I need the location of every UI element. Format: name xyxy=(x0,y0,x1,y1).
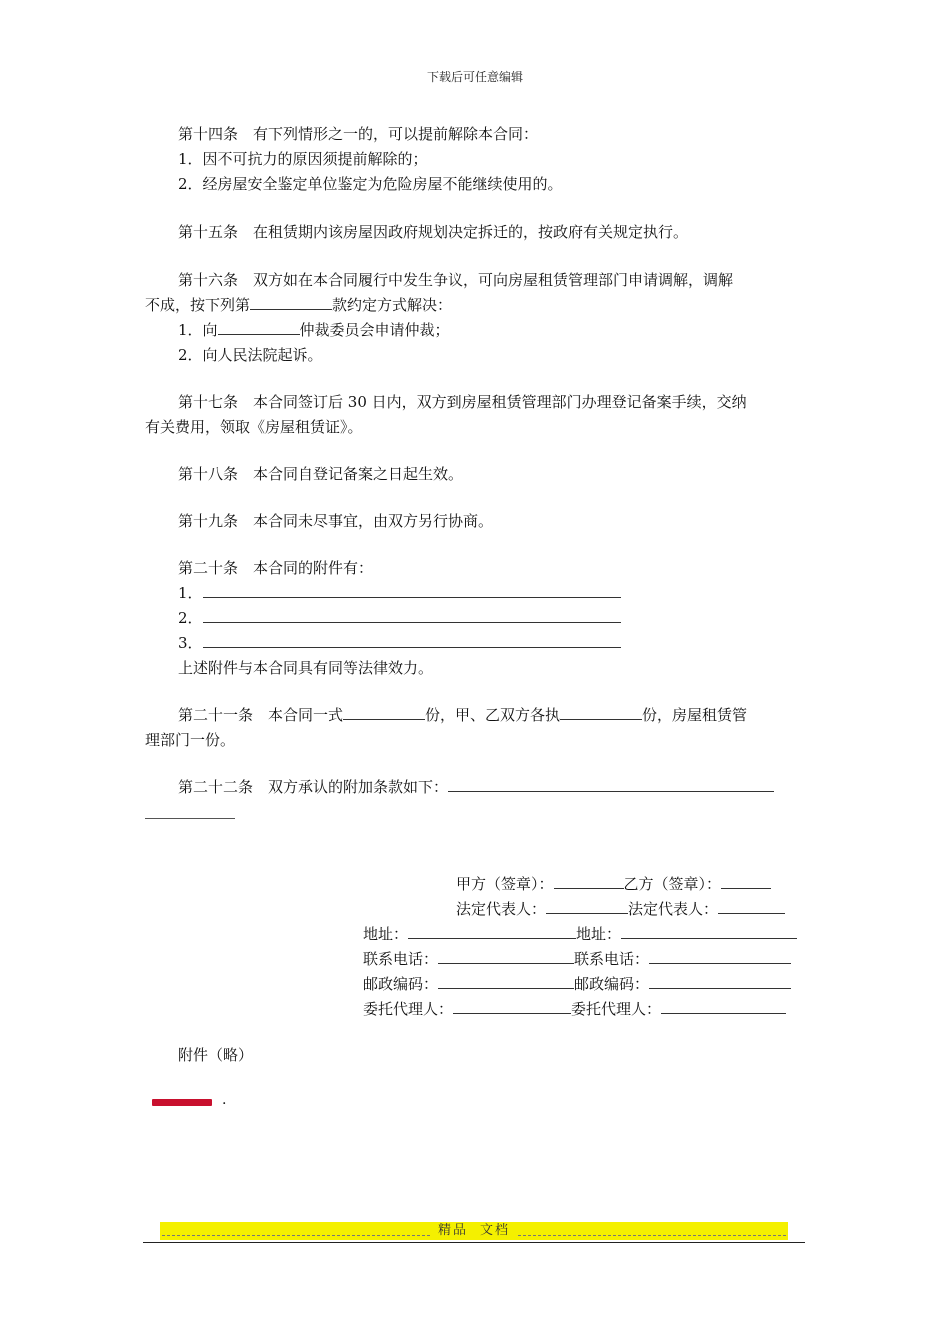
party-a-postal-field[interactable] xyxy=(438,974,574,989)
signature-row-legal-rep xyxy=(456,897,785,922)
blank-clause-number[interactable] xyxy=(250,294,332,310)
party-a-phone-label: 联系电话： xyxy=(363,950,439,968)
footer-dash-left xyxy=(162,1227,430,1236)
article-20-heading: 第二十条 本合同的附件有： xyxy=(178,559,374,577)
party-a-legal-rep-field[interactable] xyxy=(546,899,628,914)
footer-rule xyxy=(143,1242,805,1243)
article-19: 第十九条 本合同未尽事宜，由双方另行协商。 xyxy=(178,512,494,530)
page-header: 下载后可任意编辑 xyxy=(426,70,523,84)
party-a-legal-rep-label: 法定代表人： xyxy=(456,900,547,918)
party-b-postal-field[interactable] xyxy=(649,974,791,989)
article-21-part-a: 第二十一条 本合同一式 xyxy=(178,706,344,724)
article-22-text: 第二十二条 双方承认的附加条款如下： xyxy=(178,778,449,796)
party-b-address-label: 地址： xyxy=(576,925,622,943)
blank-arbitration-committee[interactable] xyxy=(218,319,300,335)
article-16-item-1-start: 1．向 xyxy=(178,321,218,339)
attachment-number-1: 1． xyxy=(178,584,203,602)
article-16-line-2-end: 款约定方式解决： xyxy=(332,296,453,314)
party-a-postal-label: 邮政编码： xyxy=(363,975,439,993)
signature-row-phone xyxy=(363,947,791,972)
article-16-item-2: 2．向人民法院起诉。 xyxy=(178,346,323,364)
blank-copies-each[interactable] xyxy=(560,704,642,720)
trailing-dot: . xyxy=(222,1092,227,1108)
party-b-signature-field[interactable] xyxy=(721,874,771,889)
article-16-line-2-start: 不成，按下列第 xyxy=(145,296,251,314)
attachment-item-1 xyxy=(178,581,621,606)
party-a-signature-field[interactable] xyxy=(554,874,624,889)
article-17-line-1: 第十七条 本合同签订后 30 日内，双方到房屋租赁管理部门办理登记备案手续，交纳 xyxy=(178,393,747,411)
article-22 xyxy=(178,775,774,800)
party-b-label: 乙方（签章）： xyxy=(623,875,722,893)
article-16-item-1-end: 仲裁委员会申请仲裁； xyxy=(299,321,450,339)
party-b-agent-field[interactable] xyxy=(661,999,786,1014)
footer-text-left: 精品 xyxy=(437,1223,468,1238)
party-a-agent-field[interactable] xyxy=(453,999,571,1014)
party-a-address-field[interactable] xyxy=(408,924,576,939)
party-b-phone-field[interactable] xyxy=(649,949,791,964)
blank-additional-terms-1[interactable] xyxy=(448,776,774,792)
red-mark-bar xyxy=(152,1099,212,1106)
blank-attachment-1[interactable] xyxy=(203,582,621,598)
party-a-label: 甲方（签章）： xyxy=(456,875,554,893)
attachment-number-2: 2． xyxy=(178,609,203,627)
article-21-line-1 xyxy=(178,703,747,728)
article-21-part-b: 份，甲、乙双方各执 xyxy=(425,706,561,724)
party-b-legal-rep-field[interactable] xyxy=(718,899,785,914)
article-14-item-2: 2．经房屋安全鉴定单位鉴定为危险房屋不能继续使用的。 xyxy=(178,175,563,193)
party-a-address-label: 地址： xyxy=(363,925,409,943)
party-a-agent-label: 委托代理人： xyxy=(363,1000,454,1018)
article-15: 第十五条 在租赁期内该房屋因政府规划决定拆迁的，按政府有关规定执行。 xyxy=(178,223,689,241)
blank-attachment-3[interactable] xyxy=(203,632,621,648)
party-b-phone-label: 联系电话： xyxy=(574,950,650,968)
signature-row-agent xyxy=(363,997,786,1022)
article-21-part-c: 份，房屋租赁管 xyxy=(642,706,748,724)
article-17-line-2: 有关费用，领取《房屋租赁证》。 xyxy=(145,418,363,436)
article-21-line-2: 理部门一份。 xyxy=(145,731,236,749)
party-b-postal-label: 邮政编码： xyxy=(574,975,650,993)
blank-additional-terms-2[interactable] xyxy=(145,818,235,819)
article-20-closing: 上述附件与本合同具有同等法律效力。 xyxy=(178,659,434,677)
article-16-line-1: 第十六条 双方如在本合同履行中发生争议，可向房屋租赁管理部门申请调解，调解 xyxy=(178,271,734,289)
footer-dash-right xyxy=(518,1227,786,1236)
party-b-legal-rep-label: 法定代表人： xyxy=(628,900,719,918)
appendix-note: 附件（略） xyxy=(178,1046,254,1064)
attachment-item-2 xyxy=(178,606,621,631)
party-a-phone-field[interactable] xyxy=(438,949,574,964)
article-14-heading: 第十四条 有下列情形之一的，可以提前解除本合同： xyxy=(178,125,539,143)
attachment-number-3: 3． xyxy=(178,634,203,652)
blank-copies-total[interactable] xyxy=(343,704,425,720)
article-16-line-2 xyxy=(145,293,452,318)
blank-attachment-2[interactable] xyxy=(203,607,621,623)
footer-band xyxy=(160,1222,788,1240)
attachment-item-3 xyxy=(178,631,621,656)
signature-row-address xyxy=(363,922,797,947)
article-16-item-1 xyxy=(178,318,450,343)
signature-row-parties xyxy=(456,872,771,897)
footer-text-right: 文档 xyxy=(480,1223,511,1238)
article-18: 第十八条 本合同自登记备案之日起生效。 xyxy=(178,465,464,483)
signature-row-postal xyxy=(363,972,791,997)
party-b-address-field[interactable] xyxy=(621,924,797,939)
article-14-item-1: 1．因不可抗力的原因须提前解除的； xyxy=(178,150,428,168)
party-b-agent-label: 委托代理人： xyxy=(571,1000,662,1018)
